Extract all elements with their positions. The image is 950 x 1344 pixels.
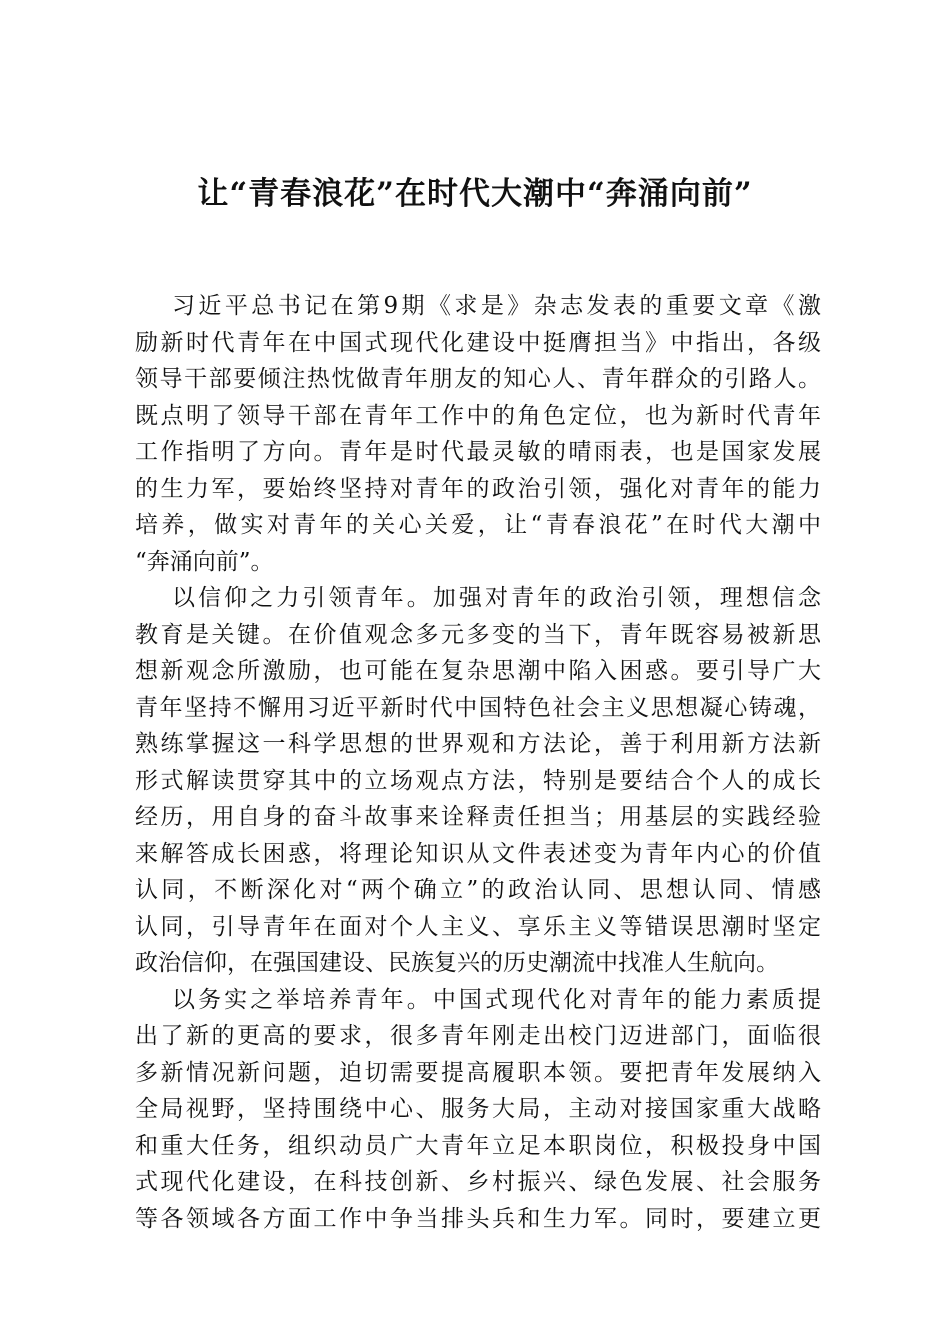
text-line: 励新时代青年在中国式现代化建设中挺膺担当》中指出，各级	[135, 329, 821, 356]
text-line: 想新观念所激励，也可能在复杂思潮中陷入困惑。要引导广大	[135, 658, 821, 684]
paragraph	[135, 580, 821, 982]
text-line: 以信仰之力引领青年。加强对青年的政治引领，理想信念	[172, 585, 821, 611]
text-line: 工作指明了方向。青年是时代最灵敏的晴雨表，也是国家发展	[135, 439, 821, 465]
text-line: 全局视野，坚持围绕中心、服务大局，主动对接国家重大战略	[135, 1096, 821, 1122]
text-line: 青年坚持不懈用习近平新时代中国特色社会主义思想凝心铸魂，	[135, 694, 821, 721]
text-line: 培养，做实对青年的关心关爱，让“青春浪花”在时代大潮中	[135, 512, 821, 538]
text-line: 以务实之举培养青年。中国式现代化对青年的能力素质提	[172, 986, 821, 1013]
text-line: 来解答成长困惑，将理论知识从文件表述变为青年内心的价值	[135, 840, 821, 867]
text-line: 熟练掌握这一科学思想的世界观和方法论，善于利用新方法新	[135, 731, 821, 757]
text-line: 既点明了领导干部在青年工作中的角色定位，也为新时代青年	[135, 402, 821, 429]
text-line: 形式解读贯穿其中的立场观点方法，特别是要结合个人的成长	[135, 767, 821, 794]
text-line: “奔涌向前”。	[135, 548, 274, 575]
text-line: 领导干部要倾注热忱做青年朋友的知心人、青年群众的引路人。	[135, 366, 821, 392]
text-line: 式现代化建设，在科技创新、乡村振兴、绿色发展、社会服务	[135, 1169, 821, 1195]
document-title: 让“青春浪花”在时代大潮中“奔涌向前”	[197, 176, 753, 212]
text-line: 认同，不断深化对“两个确立”的政治认同、思想认同、情感	[135, 877, 821, 903]
text-line: 习近平总书记在第9期《求是》杂志发表的重要文章《激	[172, 293, 821, 319]
text-line: 经历，用自身的奋斗故事来诠释责任担当；用基层的实践经验	[135, 804, 821, 830]
text-line: 等各领域各方面工作中争当排头兵和生力军。同时，要建立更	[135, 1205, 821, 1232]
document-body	[135, 288, 821, 1237]
text-line: 出了新的更高的要求，很多青年刚走出校门迈进部门，面临很	[135, 1023, 821, 1049]
text-line: 多新情况新问题，迫切需要提高履职本领。要把青年发展纳入	[135, 1059, 821, 1086]
text-line: 认同，引导青年在面对个人主义、享乐主义等错误思潮时坚定	[135, 913, 821, 940]
text-line: 的生力军，要始终坚持对青年的政治引领，强化对青年的能力	[135, 475, 821, 502]
text-line: 政治信仰，在强国建设、民族复兴的历史潮流中找准人生航向。	[135, 950, 779, 976]
text-line: 教育是关键。在价值观念多元多变的当下，青年既容易被新思	[135, 621, 821, 648]
text-line: 和重大任务，组织动员广大青年立足本职岗位，积极投身中国	[135, 1132, 821, 1159]
paragraph	[135, 288, 821, 580]
paragraph	[135, 982, 821, 1238]
